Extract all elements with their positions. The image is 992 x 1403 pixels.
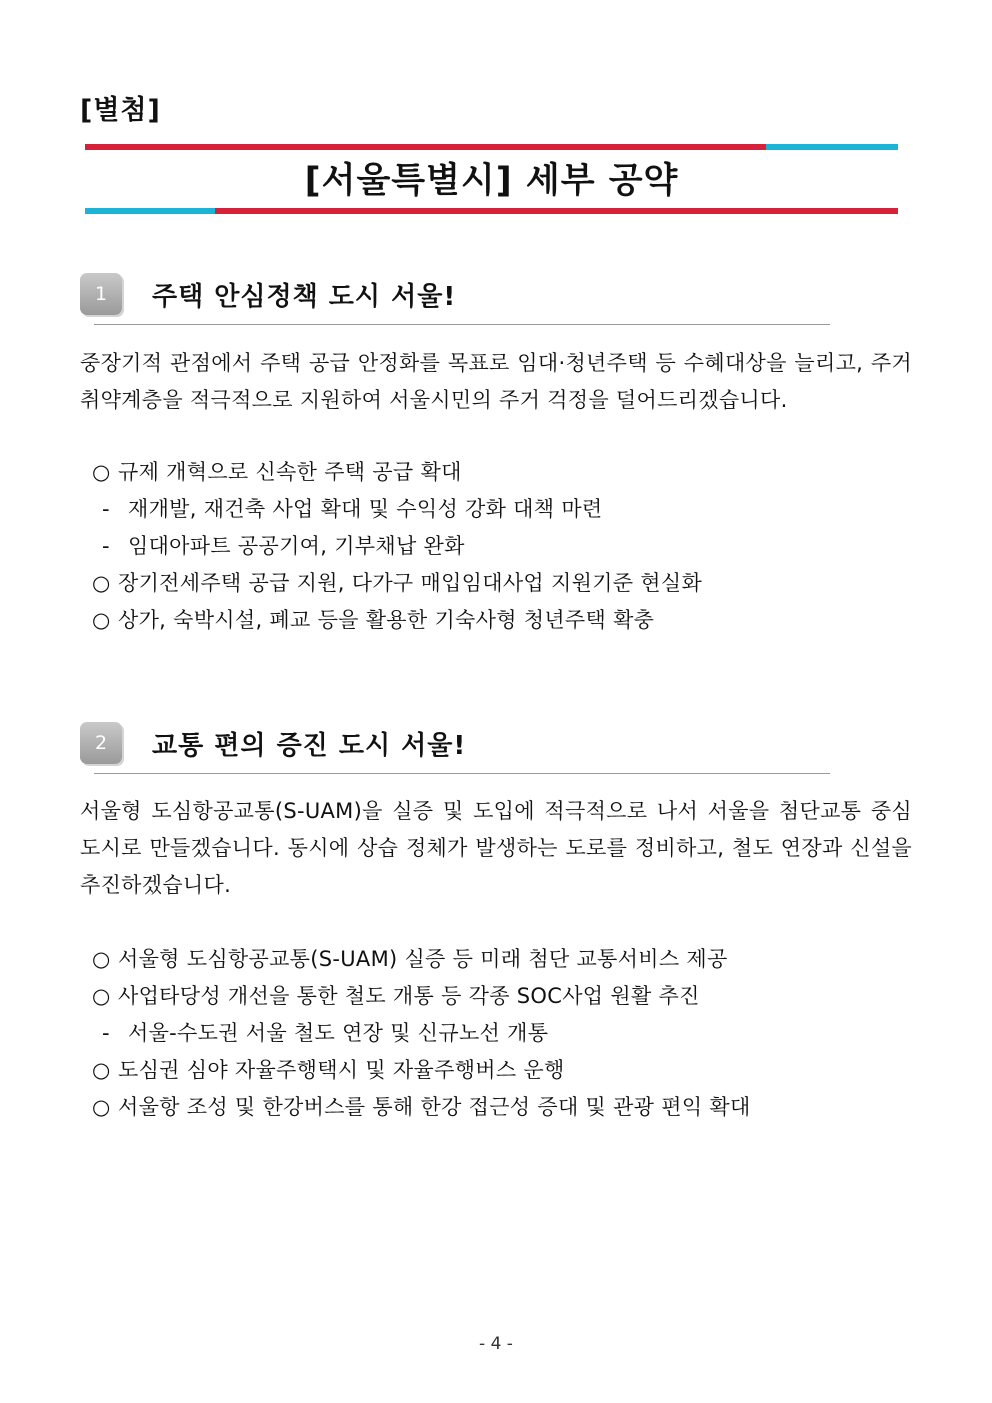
- bullet-marker: ○: [92, 984, 111, 1008]
- section-number-badge: 1: [80, 273, 122, 315]
- list-subitem: [92, 528, 912, 565]
- bullet-marker: ○: [92, 608, 111, 632]
- list-item: [92, 978, 912, 1015]
- list-item-text: 사업타당성 개선을 통한 철도 개통 등 각종 SOC사업 원활 추진: [118, 984, 700, 1008]
- list-item: [92, 565, 912, 602]
- section-number-badge: 2: [80, 722, 122, 764]
- page-number: - 4 -: [479, 1334, 513, 1354]
- list-item: [92, 1089, 912, 1126]
- section-1-intro: 중장기적 관점에서 주택 공급 안정화를 목표로 임대·청년주택 등 수혜대상을 늘리고, 주거 취약계층을 적극적으로 지원하여 서울시민의 주거 걱정을 덜어드리겠습니다.: [80, 351, 912, 412]
- list-subitem: [92, 491, 912, 528]
- list-item: [92, 602, 912, 639]
- section-1-list: [92, 454, 912, 639]
- section-2-list: [92, 941, 912, 1126]
- list-item-text: 서울형 도심항공교통(S-UAM) 실증 등 미래 첨단 교통서비스 제공: [118, 947, 728, 971]
- list-item-text: 재개발, 재건축 사업 확대 및 수익성 강화 대책 마련: [128, 497, 603, 521]
- list-subitem: [92, 1015, 912, 1052]
- section-heading: 주택 안심정책 도시 서울!: [152, 282, 457, 312]
- bullet-marker: ○: [92, 1058, 111, 1082]
- title-top-blue-bar: [766, 144, 898, 150]
- title-bottom-red-bar: [215, 208, 898, 214]
- dash-marker: -: [102, 497, 110, 521]
- title-bottom-blue-bar: [85, 208, 215, 214]
- page-title: [서울특별시] 세부 공약: [304, 161, 679, 201]
- section-divider: [94, 773, 830, 774]
- list-item: [92, 941, 912, 978]
- list-item-text: 상가, 숙박시설, 폐교 등을 활용한 기숙사형 청년주택 확충: [118, 608, 655, 632]
- list-item: [92, 454, 912, 491]
- section-1-header: [80, 273, 830, 333]
- bullet-marker: ○: [92, 460, 111, 484]
- bullet-marker: ○: [92, 947, 111, 971]
- list-item-text: 임대아파트 공공기여, 기부채납 완화: [128, 534, 465, 558]
- dash-marker: -: [102, 1021, 110, 1045]
- list-item-text: 장기전세주택 공급 지원, 다가구 매입임대사업 지원기준 현실화: [118, 571, 703, 595]
- list-item: [92, 1052, 912, 1089]
- dash-marker: -: [102, 534, 110, 558]
- title-top-red-bar: [85, 144, 766, 150]
- section-heading: 교통 편의 증진 도시 서울!: [152, 731, 467, 761]
- list-item-text: 도심권 심야 자율주행택시 및 자율주행버스 운행: [118, 1058, 565, 1082]
- section-2-intro: 서울형 도심항공교통(S-UAM)을 실증 및 도입에 적극적으로 나서 서울을 첨단교통 중심 도시로 만들겠습니다. 동시에 상습 정체가 발생하는 도로를 정비하고, 철도 연장과 신설을 추진하겠습니다.: [80, 799, 912, 897]
- bullet-marker: ○: [92, 1095, 111, 1119]
- bullet-marker: ○: [92, 571, 111, 595]
- list-item-text: 서울-수도권 서울 철도 연장 및 신규노선 개통: [128, 1021, 549, 1045]
- list-item-text: 서울항 조성 및 한강버스를 통해 한강 접근성 증대 및 관광 편익 확대: [118, 1095, 751, 1119]
- section-2-header: [80, 722, 830, 782]
- list-item-text: 규제 개혁으로 신속한 주택 공급 확대: [118, 460, 462, 484]
- attachment-label: [별첨]: [80, 95, 161, 126]
- section-divider: [94, 324, 830, 325]
